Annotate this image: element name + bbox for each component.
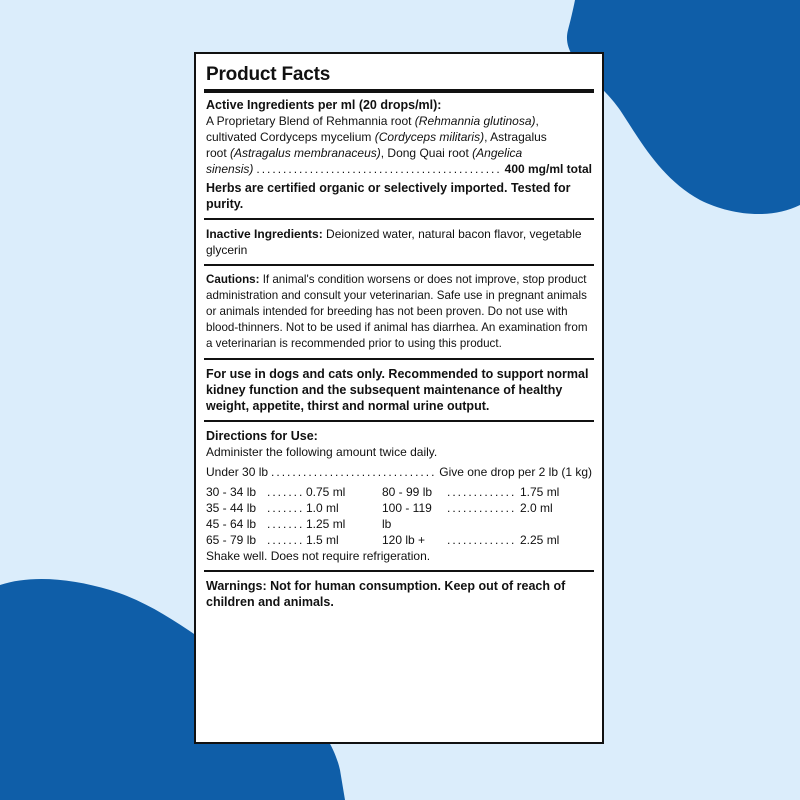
dosage-row: 100 - 119 lb ..... 2.0 ml — [382, 500, 562, 532]
active-amount: 400 mg/ml total — [504, 162, 592, 176]
dosage-table — [206, 484, 592, 548]
cautions — [206, 272, 592, 352]
dosage-column-left — [206, 484, 374, 548]
dosage-row: 120 lb + ..... 2.25 ml — [382, 532, 562, 548]
dosage-row: 30 - 34 lb ..... 0.75 ml — [206, 484, 374, 500]
dosage-row: 65 - 79 lb ..... 1.5 ml — [206, 532, 374, 548]
warnings-label: Warnings: — [206, 579, 267, 593]
divider-4 — [204, 420, 594, 422]
active-line-2: cultivated Cordyceps mycelium (Cordyceps militaris), Astragalus — [206, 130, 547, 144]
title-divider — [204, 89, 594, 93]
directions-intro: Administer the following amount twice daily. — [206, 445, 438, 459]
under-30-label: Under 30 lb — [206, 465, 269, 479]
under-30-row — [206, 464, 592, 480]
active-line-4: sinensis) — [206, 162, 254, 176]
directions-footer: Shake well. Does not require refrigeration. — [206, 549, 431, 563]
dosage-row: 45 - 64 lb ..... 1.25 ml — [206, 516, 374, 532]
divider-5 — [204, 570, 594, 572]
warnings — [206, 578, 592, 610]
active-line-1: A Proprietary Blend of Rehmannia root (Rehmannia glutinosa), — [206, 114, 539, 128]
product-facts-panel — [194, 52, 604, 744]
warnings-text: Not for human consumption. Keep out of reach of children and animals. — [206, 579, 566, 609]
active-amount-row — [206, 161, 592, 177]
leader-dots — [271, 464, 436, 480]
dosage-row: 35 - 44 lb ..... 1.0 ml — [206, 500, 374, 516]
cautions-label: Cautions: — [206, 273, 260, 286]
dosage-column-right — [382, 484, 562, 548]
directions-heading: Directions for Use: — [206, 429, 318, 443]
active-line-3: root (Astragalus membranaceus), Dong Quai root (Angelica — [206, 146, 523, 160]
inactive-ingredients — [206, 226, 592, 258]
divider-1 — [204, 218, 594, 220]
leader-dots — [256, 161, 501, 177]
active-ingredients-section — [206, 97, 592, 212]
inactive-label: Inactive Ingredients: — [206, 227, 323, 241]
organic-note: Herbs are certified organic or selectively imported. Tested for purity. — [206, 181, 571, 211]
use-statement: For use in dogs and cats only. Recommended to support normal kidney function and the subsequent maintenance of healthy weight, appetite, thirst and normal urine output. — [206, 367, 589, 413]
directions-section — [206, 428, 592, 564]
under-30-value: Give one drop per 2 lb (1 kg) — [439, 465, 592, 479]
active-heading: Active Ingredients per ml (20 drops/ml): — [206, 98, 442, 112]
cautions-text: If animal's condition worsens or does not improve, stop product administration and consult your veterinarian. Safe use in pregnant animals or animals intended for breeding has not been proven. Do not use with blood-thinners. Not to be used if animal has diarrhea. An examination from a veterinarian is recommended prior to using this product. — [206, 273, 588, 350]
divider-2 — [204, 264, 594, 266]
panel-title: Product Facts — [206, 64, 331, 85]
inactive-text: Deionized water, natural bacon flavor, vegetable glycerin — [206, 227, 582, 257]
divider-3 — [204, 358, 594, 360]
dosage-row: 80 - 99 lb ..... 1.75 ml — [382, 484, 562, 500]
